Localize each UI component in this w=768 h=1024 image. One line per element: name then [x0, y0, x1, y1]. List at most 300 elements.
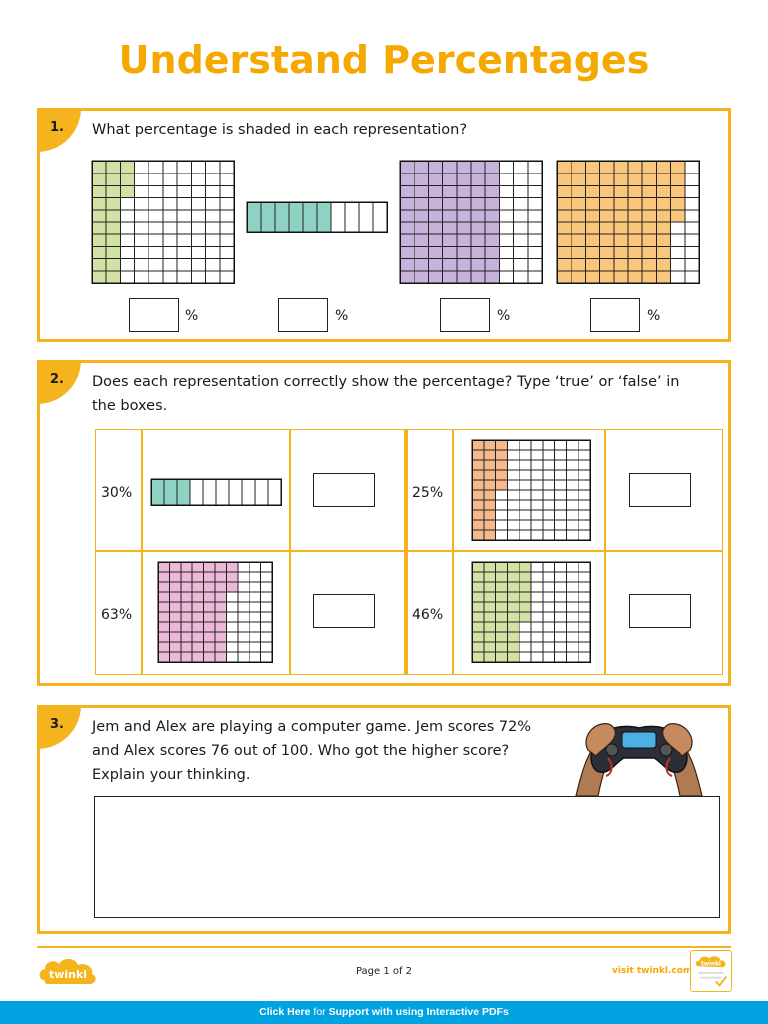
grid-cell: [177, 173, 191, 185]
shaded-cell: [642, 198, 656, 210]
shaded-cell: [585, 259, 599, 271]
shaded-cell: [614, 246, 628, 258]
grid-cell: [220, 222, 234, 234]
hundred-grid: [91, 160, 235, 284]
shaded-cell: [106, 185, 120, 197]
shaded-cell: [158, 622, 169, 632]
shaded-cell: [414, 185, 428, 197]
grid-cell: [163, 271, 177, 283]
shaded-cell: [484, 520, 496, 530]
grid-cell: [496, 490, 508, 500]
grid-cell: [226, 622, 237, 632]
shaded-cell: [557, 210, 571, 222]
shaded-cell: [471, 222, 485, 234]
grid-cell: [578, 450, 590, 460]
grid-cell: [149, 234, 163, 246]
grid-cell: [566, 652, 578, 662]
question-text-line-1: Does each representation correctly show the percentage? Type ‘true’ or ‘false’ in: [92, 374, 680, 390]
grid-cell: [238, 562, 249, 572]
grid-cell: [496, 530, 508, 540]
grid-cell: [528, 173, 542, 185]
percent-sign: %: [185, 308, 199, 324]
grid-cell: [566, 592, 578, 602]
grid-cell: [499, 271, 513, 283]
grid-cell: [519, 622, 531, 632]
shaded-cell: [400, 234, 414, 246]
shaded-cell: [571, 161, 585, 173]
grid-cell: [519, 490, 531, 500]
shaded-cell: [484, 572, 496, 582]
shaded-cell: [472, 450, 484, 460]
shaded-cell: [519, 572, 531, 582]
shaded-cell: [614, 234, 628, 246]
shaded-cell: [485, 210, 499, 222]
grid-cell: [566, 612, 578, 622]
shaded-cell: [177, 479, 190, 505]
shaded-cell: [414, 222, 428, 234]
shaded-cell: [169, 592, 180, 602]
shaded-cell: [275, 202, 289, 232]
question-3-box: [37, 705, 731, 934]
shaded-cell: [181, 642, 192, 652]
shaded-cell: [571, 246, 585, 258]
shaded-cell: [204, 582, 215, 592]
grid-cell: [555, 450, 567, 460]
shaded-cell: [571, 259, 585, 271]
shaded-cell: [204, 572, 215, 582]
shaded-cell: [485, 173, 499, 185]
shaded-cell: [158, 582, 169, 592]
grid-cell: [566, 562, 578, 572]
grid-cell: [373, 202, 387, 232]
shaded-cell: [496, 622, 508, 632]
grid-cell: [685, 246, 699, 258]
grid-cell: [578, 500, 590, 510]
shaded-cell: [400, 198, 414, 210]
grid-cell: [685, 198, 699, 210]
shaded-cell: [600, 271, 614, 283]
shaded-cell: [472, 572, 484, 582]
shaded-cell: [169, 612, 180, 622]
shaded-cell: [158, 592, 169, 602]
shaded-cell: [215, 592, 226, 602]
grid-cell: [499, 222, 513, 234]
grid-cell: [249, 572, 260, 582]
shaded-cell: [472, 520, 484, 530]
grid-cell: [528, 161, 542, 173]
shaded-cell: [571, 222, 585, 234]
shaded-cell: [557, 173, 571, 185]
grid-cell: [685, 234, 699, 246]
shaded-cell: [428, 173, 442, 185]
shaded-cell: [443, 271, 457, 283]
percent-label: 63%: [101, 607, 133, 623]
grid-cell: [519, 480, 531, 490]
shaded-cell: [472, 562, 484, 572]
grid-cell: [578, 612, 590, 622]
shaded-cell: [585, 173, 599, 185]
grid-cell: [543, 602, 555, 612]
grid-cell: [120, 259, 134, 271]
shaded-cell: [472, 470, 484, 480]
grid-cell: [578, 622, 590, 632]
shaded-cell: [106, 198, 120, 210]
shaded-cell: [414, 246, 428, 258]
shaded-cell: [204, 612, 215, 622]
shaded-cell: [414, 173, 428, 185]
shaded-cell: [192, 622, 203, 632]
support-banner[interactable]: [0, 1001, 768, 1024]
shaded-cell: [496, 460, 508, 470]
shaded-cell: [614, 259, 628, 271]
grid-cell: [543, 652, 555, 662]
grid-cell: [496, 510, 508, 520]
grid-cell: [578, 572, 590, 582]
shaded-cell: [261, 202, 275, 232]
shaded-cell: [671, 210, 685, 222]
grid-cell: [507, 440, 519, 450]
grid-cell: [359, 202, 373, 232]
grid-cell: [543, 470, 555, 480]
grid-cell: [226, 592, 237, 602]
grid-cell: [206, 246, 220, 258]
true-false-input[interactable]: [313, 594, 375, 628]
grid-cell: [206, 234, 220, 246]
grid-cell: [220, 185, 234, 197]
shaded-cell: [471, 173, 485, 185]
shaded-cell: [496, 450, 508, 460]
grid-cell: [566, 470, 578, 480]
shaded-cell: [496, 480, 508, 490]
grid-cell: [496, 500, 508, 510]
question-text: What percentage is shaded in each representation?: [92, 122, 468, 138]
grid-cell: [206, 210, 220, 222]
shaded-cell: [484, 632, 496, 642]
shaded-cell: [557, 271, 571, 283]
shaded-cell: [192, 612, 203, 622]
shaded-cell: [484, 562, 496, 572]
shaded-cell: [204, 592, 215, 602]
grid-cell: [238, 622, 249, 632]
grid-cell: [566, 480, 578, 490]
shaded-cell: [457, 222, 471, 234]
shaded-cell: [628, 185, 642, 197]
grid-cell: [499, 259, 513, 271]
question-text-line-2: and Alex scores 76 out of 100. Who got the higher score?: [92, 743, 510, 759]
shaded-cell: [428, 222, 442, 234]
shaded-cell: [414, 161, 428, 173]
shaded-cell: [472, 632, 484, 642]
grid-cell: [499, 234, 513, 246]
grid-cell: [543, 622, 555, 632]
grid-cell: [519, 642, 531, 652]
shaded-cell: [496, 562, 508, 572]
shaded-cell: [656, 271, 670, 283]
shaded-cell: [656, 161, 670, 173]
grid-cell: [135, 222, 149, 234]
grid-cell: [220, 173, 234, 185]
grid-cell: [120, 271, 134, 283]
grid-cell: [531, 530, 543, 540]
shaded-cell: [484, 440, 496, 450]
shaded-cell: [169, 562, 180, 572]
grid-cell: [255, 479, 268, 505]
grid-cell: [543, 450, 555, 460]
shaded-cell: [192, 652, 203, 662]
shaded-cell: [443, 161, 457, 173]
shaded-cell: [215, 582, 226, 592]
shaded-cell: [414, 210, 428, 222]
question-number: 1.: [37, 108, 81, 152]
shaded-cell: [457, 234, 471, 246]
tenths-strip: [150, 478, 282, 506]
grid-cell: [566, 530, 578, 540]
shaded-cell: [642, 222, 656, 234]
grid-cell: [499, 246, 513, 258]
shaded-cell: [557, 185, 571, 197]
grid-cell: [555, 530, 567, 540]
shaded-cell: [181, 652, 192, 662]
grid-cell: [163, 173, 177, 185]
shaded-cell: [485, 259, 499, 271]
grid-cell: [566, 500, 578, 510]
grid-cell: [531, 572, 543, 582]
percent-sign: %: [647, 308, 661, 324]
answer-input[interactable]: [129, 298, 179, 332]
shaded-cell: [642, 185, 656, 197]
grid-cell: [249, 562, 260, 572]
grid-cell: [555, 582, 567, 592]
grid-cell: [203, 479, 216, 505]
grid-cell: [519, 440, 531, 450]
shaded-cell: [656, 234, 670, 246]
shaded-cell: [519, 592, 531, 602]
grid-cell: [149, 210, 163, 222]
grid-cell: [528, 259, 542, 271]
answer-input[interactable]: [590, 298, 640, 332]
grid-cell: [685, 222, 699, 234]
banner-for: for: [310, 1006, 329, 1018]
grid-cell: [135, 198, 149, 210]
grid-cell: [120, 246, 134, 258]
shaded-cell: [571, 185, 585, 197]
shaded-cell: [169, 642, 180, 652]
shaded-cell: [428, 246, 442, 258]
shaded-cell: [457, 161, 471, 173]
table-divider: [404, 429, 408, 675]
shaded-cell: [471, 185, 485, 197]
shaded-cell: [519, 602, 531, 612]
shaded-cell: [484, 582, 496, 592]
shaded-cell: [496, 582, 508, 592]
shaded-cell: [484, 642, 496, 652]
shaded-cell: [628, 222, 642, 234]
grid-cell: [543, 612, 555, 622]
grid-cell: [555, 510, 567, 520]
shaded-cell: [571, 271, 585, 283]
grid-cell: [206, 185, 220, 197]
shaded-cell: [169, 572, 180, 582]
shaded-cell: [472, 510, 484, 520]
grid-cell: [531, 450, 543, 460]
grid-cell: [191, 198, 205, 210]
shaded-cell: [642, 271, 656, 283]
grid-cell: [578, 440, 590, 450]
grid-cell: [578, 490, 590, 500]
shaded-cell: [671, 198, 685, 210]
grid-cell: [220, 246, 234, 258]
grid-cell: [566, 450, 578, 460]
grid-cell: [177, 198, 191, 210]
quality-badge-icon: [690, 950, 732, 992]
grid-cell: [249, 642, 260, 652]
shaded-cell: [600, 161, 614, 173]
shaded-cell: [671, 185, 685, 197]
grid-cell: [507, 490, 519, 500]
grid-cell: [268, 479, 281, 505]
shaded-cell: [496, 572, 508, 582]
grid-cell: [555, 612, 567, 622]
shaded-cell: [472, 622, 484, 632]
grid-cell: [206, 161, 220, 173]
grid-cell: [555, 642, 567, 652]
shaded-cell: [120, 173, 134, 185]
grid-cell: [578, 562, 590, 572]
answer-input[interactable]: [440, 298, 490, 332]
grid-cell: [555, 572, 567, 582]
shaded-cell: [400, 173, 414, 185]
question-text-line-3: Explain your thinking.: [92, 767, 251, 783]
grid-cell: [163, 198, 177, 210]
shaded-cell: [614, 173, 628, 185]
question-text-line-2: the boxes.: [92, 398, 168, 414]
shaded-cell: [471, 259, 485, 271]
grid-cell: [543, 582, 555, 592]
grid-cell: [578, 480, 590, 490]
shaded-cell: [519, 562, 531, 572]
shaded-cell: [457, 246, 471, 258]
grid-cell: [531, 562, 543, 572]
shaded-cell: [158, 632, 169, 642]
grid-cell: [555, 440, 567, 450]
shaded-cell: [215, 612, 226, 622]
badge-text: twinkl: [701, 961, 721, 968]
shaded-cell: [158, 602, 169, 612]
shaded-cell: [628, 271, 642, 283]
grid-cell: [531, 490, 543, 500]
grid-cell: [177, 259, 191, 271]
true-false-input[interactable]: [629, 473, 691, 507]
shaded-cell: [471, 271, 485, 283]
grid-cell: [191, 161, 205, 173]
grid-cell: [177, 222, 191, 234]
shaded-cell: [519, 612, 531, 622]
grid-cell: [555, 602, 567, 612]
shaded-cell: [400, 222, 414, 234]
shaded-cell: [400, 185, 414, 197]
shaded-cell: [656, 222, 670, 234]
shaded-cell: [443, 246, 457, 258]
shaded-cell: [192, 632, 203, 642]
shaded-cell: [614, 271, 628, 283]
shaded-cell: [215, 572, 226, 582]
shaded-cell: [192, 562, 203, 572]
shaded-cell: [120, 161, 134, 173]
banner-click[interactable]: Click Here: [259, 1006, 311, 1018]
grid-cell: [226, 642, 237, 652]
shaded-cell: [507, 632, 519, 642]
shaded-cell: [204, 652, 215, 662]
shaded-cell: [507, 642, 519, 652]
grid-cell: [163, 161, 177, 173]
true-false-input[interactable]: [313, 473, 375, 507]
shaded-cell: [628, 173, 642, 185]
shaded-cell: [92, 222, 106, 234]
grid-cell: [555, 460, 567, 470]
shaded-cell: [120, 185, 134, 197]
shaded-cell: [642, 259, 656, 271]
grid-cell: [531, 592, 543, 602]
shaded-cell: [485, 222, 499, 234]
shaded-cell: [485, 198, 499, 210]
grid-cell: [531, 582, 543, 592]
game-controller-icon: [568, 710, 710, 796]
grid-cell: [226, 602, 237, 612]
grid-cell: [531, 622, 543, 632]
shaded-cell: [181, 632, 192, 642]
shaded-cell: [614, 198, 628, 210]
grid-cell: [499, 173, 513, 185]
grid-cell: [578, 652, 590, 662]
true-false-input[interactable]: [629, 594, 691, 628]
grid-cell: [555, 622, 567, 632]
grid-cell: [177, 161, 191, 173]
shaded-cell: [472, 642, 484, 652]
grid-cell: [191, 210, 205, 222]
shaded-cell: [519, 582, 531, 592]
shaded-cell: [92, 246, 106, 258]
grid-cell: [528, 210, 542, 222]
shaded-cell: [600, 234, 614, 246]
shaded-cell: [628, 259, 642, 271]
grid-cell: [226, 612, 237, 622]
shaded-cell: [215, 632, 226, 642]
shaded-cell: [600, 246, 614, 258]
shaded-cell: [158, 642, 169, 652]
hundred-grid: [471, 561, 591, 663]
shaded-cell: [628, 246, 642, 258]
grid-cell: [519, 530, 531, 540]
grid-cell: [149, 271, 163, 283]
question-1-box: [37, 108, 731, 342]
percent-sign: %: [335, 308, 349, 324]
shaded-cell: [571, 173, 585, 185]
grid-cell: [671, 259, 685, 271]
grid-cell: [531, 460, 543, 470]
shaded-cell: [428, 185, 442, 197]
answer-textarea[interactable]: [94, 796, 720, 918]
shaded-cell: [215, 622, 226, 632]
grid-cell: [578, 592, 590, 602]
grid-cell: [220, 161, 234, 173]
grid-cell: [531, 520, 543, 530]
grid-cell: [519, 450, 531, 460]
banner-support: Support with using Interactive PDFs: [328, 1006, 509, 1018]
question-number: 3.: [37, 705, 81, 749]
visit-link[interactable]: visit twinkl.com: [612, 966, 693, 976]
grid-cell: [226, 652, 237, 662]
answer-input[interactable]: [278, 298, 328, 332]
